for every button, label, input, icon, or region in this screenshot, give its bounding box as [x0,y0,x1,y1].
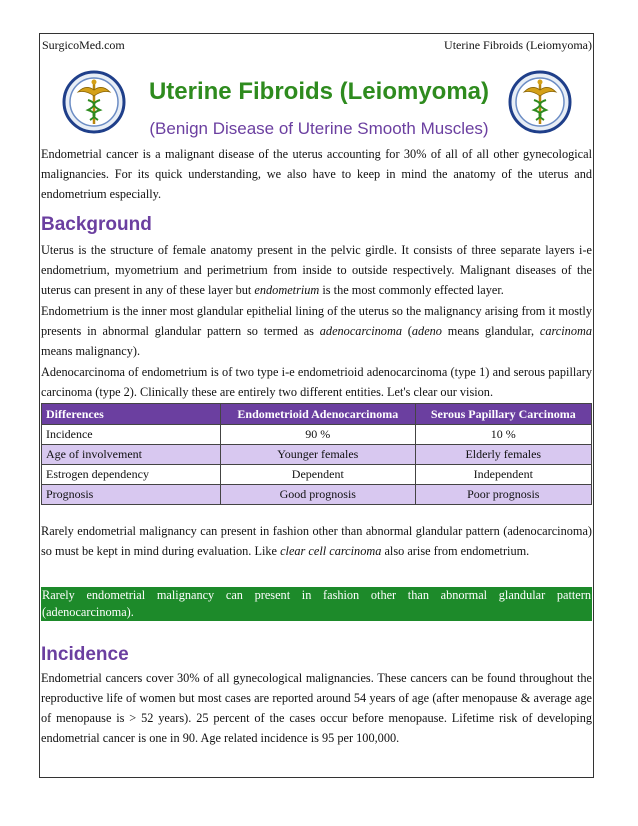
table-row [42,425,592,445]
table-row [42,445,592,465]
intro-paragraph: Endometrial cancer is a malignant disease of the uterus accounting for 30% of all of all other gynecological malignancies. For its quick understanding, we also have to keep in mind the anatomy of the uterus and endometrium especially. [41,147,592,201]
header-doc-title: Uterine Fibroids (Leiomyoma) [444,38,592,52]
background-heading: Background [41,214,152,235]
background-paragraph-1: Uterus is the structure of female anatomy present in the pelvic girdle. It consists of three separate layers i-e endometrium, myometrium and perimetrium from inside to outside respectively. Malignant diseases of the uterus can present in any of these layer but endometrium is the most commonly effected layer. [41,243,592,297]
table-header-cell: Endometrioid Adenocarcinoma [221,404,416,425]
highlight-box: Rarely endometrial malignancy can present in fashion other than abnormal glandular pattern (adenocarcinoma). [42,588,591,619]
table-cell: Poor prognosis [415,485,591,505]
table-cell: Estrogen dependency [42,465,221,485]
table-cell: 90 % [221,425,416,445]
incidence-heading: Incidence [41,644,129,665]
site-name: SurgicoMed.com [42,38,125,52]
table-cell: Younger females [221,445,416,465]
table-cell: Dependent [221,465,416,485]
table-cell: Age of involvement [42,445,221,465]
table-cell: Elderly females [415,445,591,465]
page-subtitle: (Benign Disease of Uterine Smooth Muscles) [149,119,489,138]
table-cell: Prognosis [42,485,221,505]
page-title: Uterine Fibroids (Leiomyoma) [148,78,490,105]
background-paragraph-3: Adenocarcinoma of endometrium is of two type i-e endometrioid adenocarcinoma (type 1) and serous papillary carcinoma (type 2). Clinically these are entirely two different entities. Let's clear our vision. [41,365,592,399]
table-cell: Independent [415,465,591,485]
table-row [42,465,592,485]
table-cell: 10 % [415,425,591,445]
background-paragraph-2: Endometrium is the inner most glandular epithelial lining of the uterus so the malignancy arising from it mostly presents in abnormal glandular pattern so termed as adenocarcinoma (adeno means glandular, carcinoma means malignancy). [41,304,592,358]
table-cell: Good prognosis [221,485,416,505]
table-header-row [42,404,592,425]
differences-table [41,403,592,505]
table-cell: Incidence [42,425,221,445]
table-header-cell: Serous Papillary Carcinoma [415,404,591,425]
table-row [42,485,592,505]
rare-variants-paragraph: Rarely endometrial malignancy can present in fashion other than abnormal glandular pattern (adenocarcinoma) so must be kept in mind during evaluation. Like clear cell carcinoma also arise from endometrium. [41,524,592,558]
incidence-paragraph: Endometrial cancers cover 30% of all gynecological malignancies. These cancers can be found throughout the reproductive life of women but most cases are reported around 54 years of age (after menopause & average age of menopause is > 52 years). 25 percent of the cases occur before menopause. Lifetime risk of developing endometrial cancer is one in 90. Age related incidence is 95 per 100,000. [41,671,592,745]
table-header-cell: Differences [42,404,221,425]
